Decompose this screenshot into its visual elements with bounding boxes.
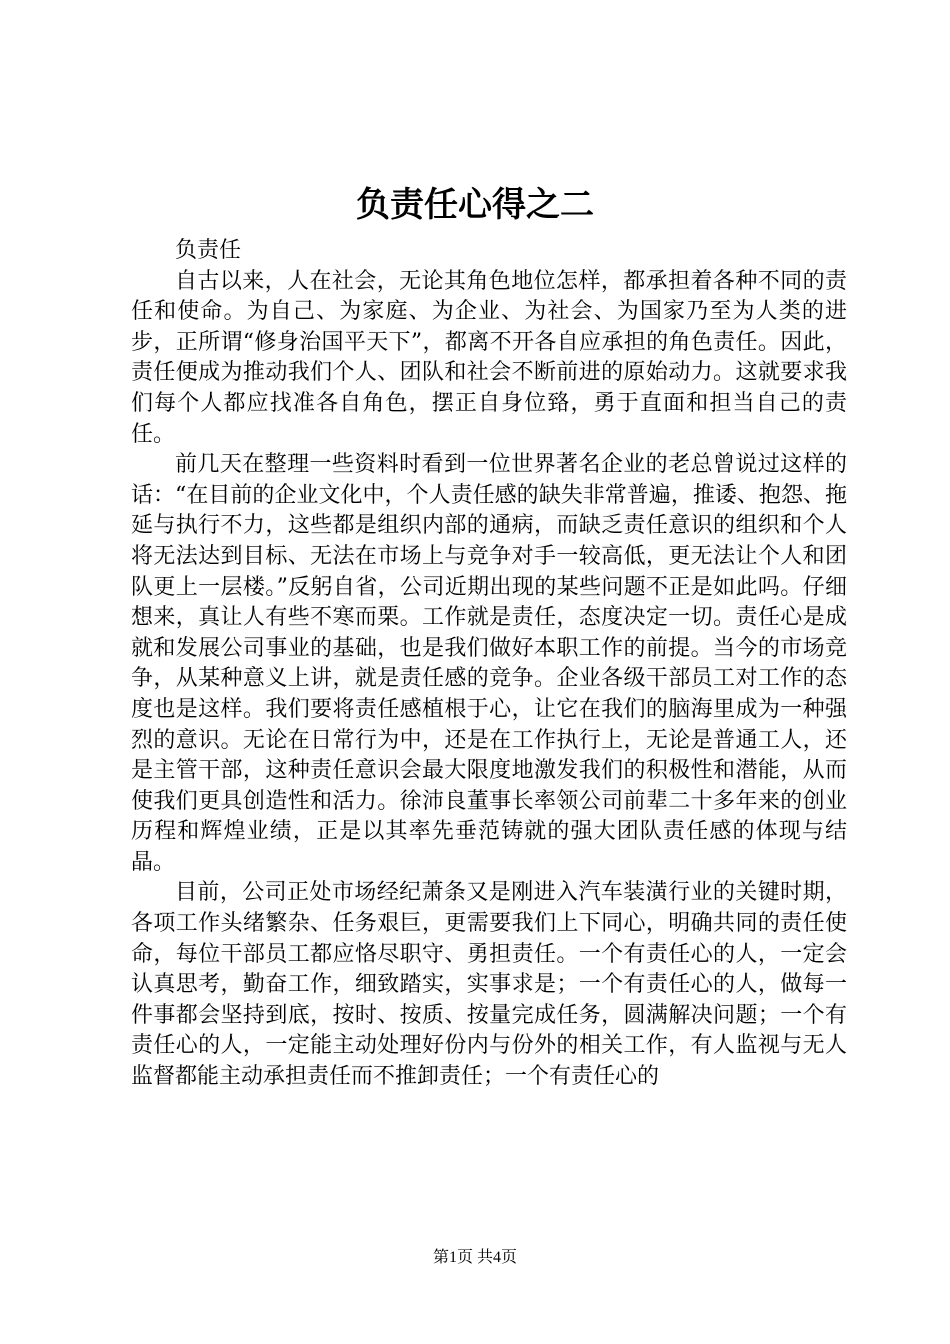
page-footer: 第1页 共4页 [432, 1249, 517, 1266]
document-body [131, 236, 847, 1093]
document-subtitle: 负责任 [175, 238, 242, 263]
document-title: 负责任心得之二 [356, 185, 594, 225]
paragraph: 前几天在整理一些资料时看到一位世界著名企业的老总曾说过这样的话：“在目前的企业文化中，个人责任感的缺失非常普遍，推诿、抱怨、拖延与执行不力，这些都是组织内部的通病，而缺乏责任意识的组织和个人将无法达到目标、无法在市场上与竞争对手一较高低，更无法让个人和团队更上一层楼。”反躬自省，公司近期出现的某些问题不正是如此吗。仔细想来，真让人有些不寒而栗。工作就是责任，态度决定一切。责任心是成就和发展公司事业的基础，也是我们做好本职工作的前提。当今的市场竞争，从某种意义上讲，就是责任感的竞争。企业各级干部员工对工作的态度也是这样。我们要将责任感植根于心，让它在我们的脑海里成为一种强烈的意识。无论在日常行为中，还是在工作执行上，无论是普通工人，还是主管干部，这种责任意识会最大限度地激发我们的积极性和潜能，从而使我们更具创造性和活力。徐沛良董事长率领公司前辈二十多年来的创业历程和辉煌业绩，正是以其率先垂范铸就的强大团队责任感的体现与结晶。 [131, 452, 847, 875]
paragraph: 自古以来，人在社会，无论其角色地位怎样，都承担着各种不同的责任和使命。为自己、为家庭、为企业、为社会、为国家乃至为人类的进步，正所谓“修身治国平天下”，都离不开各自应承担的角色责任。因此，责任便成为推动我们个人、团队和社会不断前进的原始动力。这就要求我们每个人都应找准各自角色，摆正自身位臵，勇于直面和担当自己的责任。 [131, 268, 847, 447]
paragraph: 目前，公司正处市场经纪萧条又是刚进入汽车装潢行业的关键时期，各项工作头绪繁杂、任务艰巨，更需要我们上下同心，明确共同的责任使命，每位干部员工都应恪尽职守、勇担责任。一个有责任心的人，一定会认真思考，勤奋工作，细致踏实，实事求是；一个有责任心的人，做每一件事都会坚持到底，按时、按质、按量完成任务，圆满解决问题；一个有责任心的人，一定能主动处理好份内与份外的相关工作，有人监视与无人监督都能主动承担责任而不推卸责任；一个有责任心的 [131, 880, 847, 1090]
